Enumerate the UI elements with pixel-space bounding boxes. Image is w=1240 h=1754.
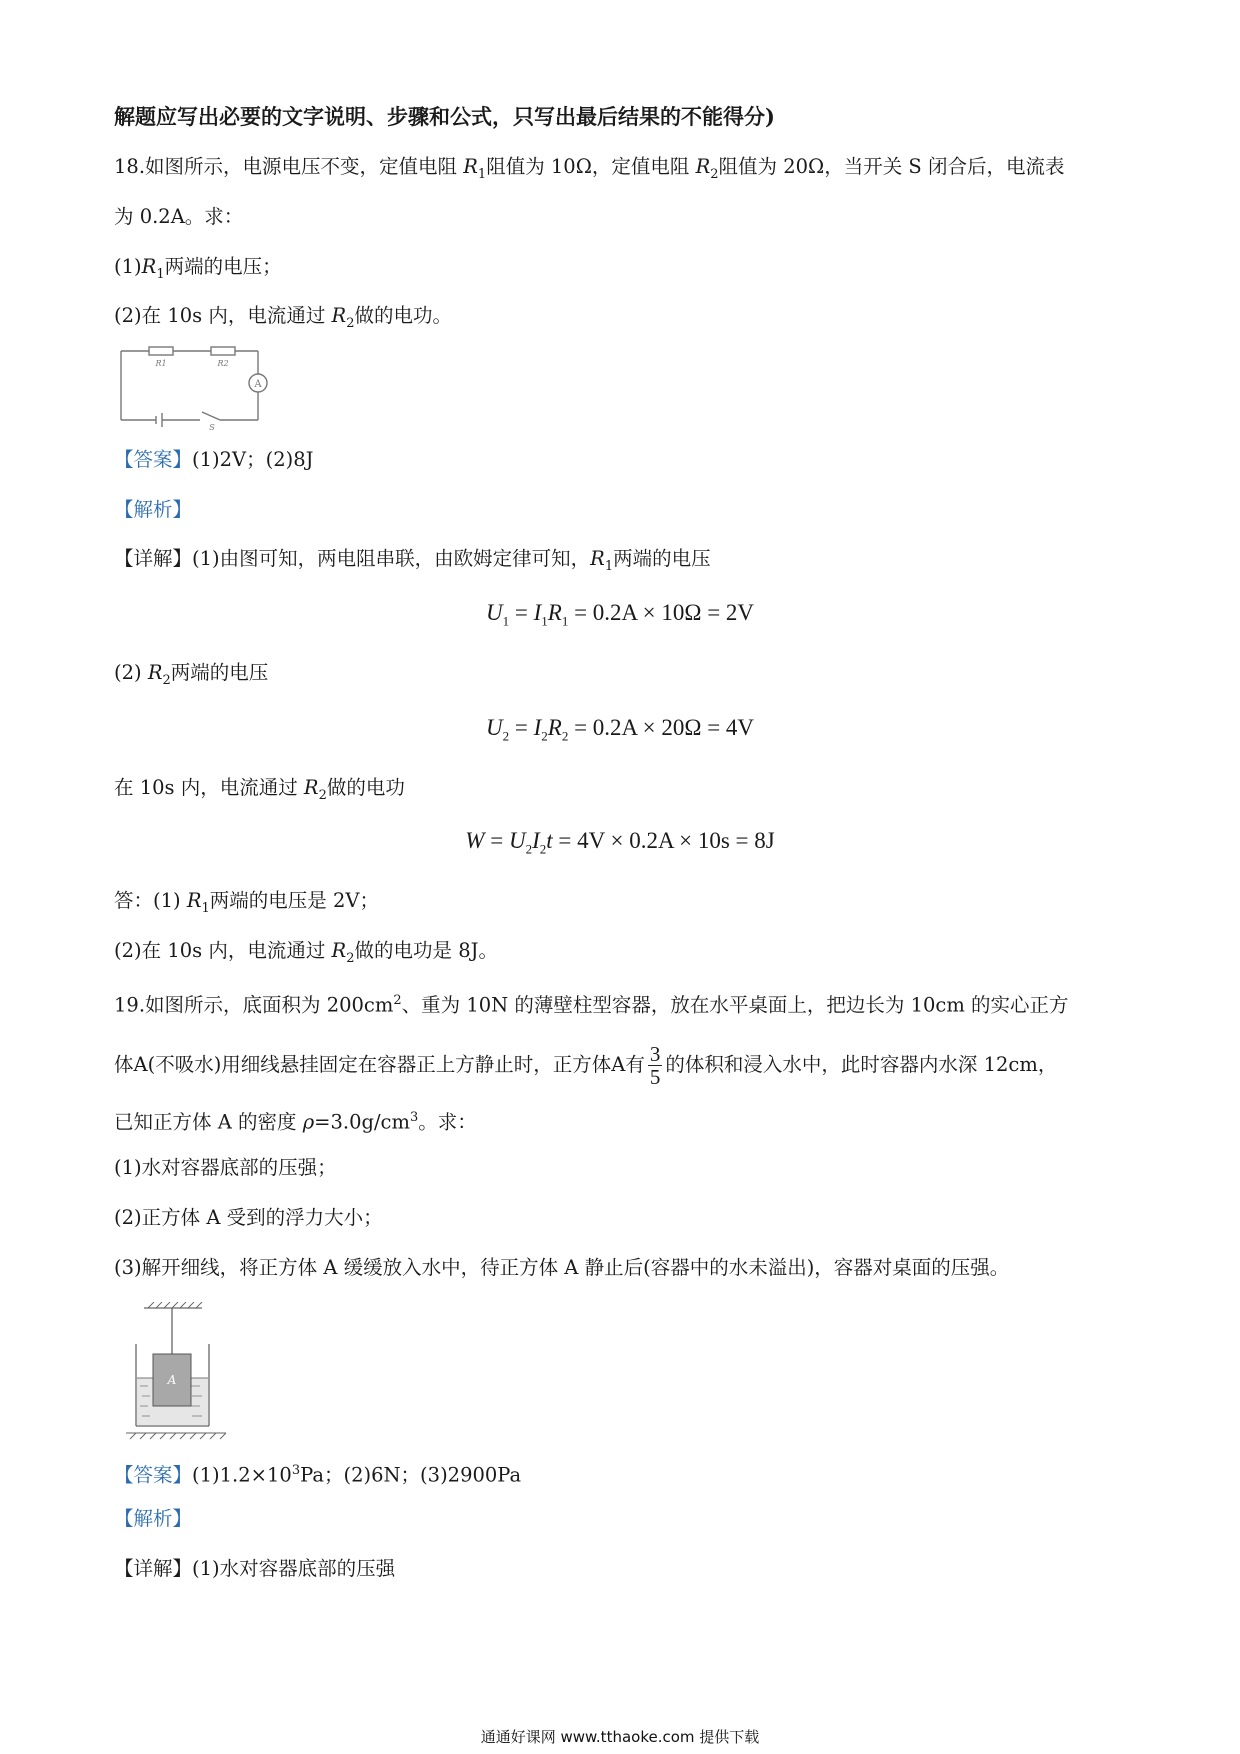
circuit-diagram (116, 344, 276, 430)
q18-equation1: $U_1 = I_1R_1 = 0.2A \times 10\Omega = 2V$ (485, 600, 755, 629)
ammeter-label: A (254, 379, 262, 390)
q19-stem-line2: 体A(不吸水)用细线悬挂固定在容器正上方静止时，正方体A有 $\frac{3}{5}$ 的体积和浸入水中，此时容器内水深 12cm， (114, 1042, 1058, 1089)
q18-conclusion1: 答：(1) $R_1$两端的电压是 2V； (114, 889, 379, 916)
q18-analysis-tag: 【解析】 (114, 498, 193, 521)
q19-stem-line1: 19.如图所示，底面积为 $200cm^2$、重为 10N 的薄壁柱型容器，放在水平桌面上，把边长为 10cm 的实心正方 (114, 993, 1069, 1017)
q18-equation2: $U_2 = I_2R_2 = 0.2A \times 20\Omega = 4V$ (485, 715, 755, 744)
container-figure (126, 1302, 258, 1444)
detail-tag: 【详解】 (114, 547, 193, 570)
q19-sub1: (1)水对容器底部的压强； (114, 1156, 337, 1179)
q18-stem-line1: 18.如图所示，电源电压不变，定值电阻 $R_1$阻值为 10Ω，定值电阻 $R_2$阻值为 20Ω，当开关 S 闭合后，电流表 (114, 155, 1065, 182)
q18-detail1: 【详解】(1)由图可知，两电阻串联，由欧姆定律可知，$R_1$两端的电压 (114, 547, 711, 574)
q19-detail1: 【详解】(1)水对容器底部的压强 (114, 1557, 396, 1580)
q18-stem-c: 阻值为 20Ω，当开关 S 闭合后，电流表 (718, 155, 1065, 178)
q18-sub2: (2)在 10s 内，电流通过 $R_2$做的电功。 (114, 304, 453, 331)
answer-tag: 【答案】 (114, 448, 193, 471)
q18-answer: 【答案】(1)2V；(2)8J (114, 448, 314, 471)
q18-conclusion2: (2)在 10s 内，电流通过 $R_2$做的电功是 8J。 (114, 939, 498, 966)
q19-stem-line3: 已知正方体 A 的密度 $\rho=3.0g/cm^3$。求： (114, 1110, 477, 1134)
q18-stem-a: 18.如图所示，电源电压不变，定值电阻 (114, 155, 464, 178)
q18-detail2: (2) $R_2$两端的电压 (114, 661, 269, 688)
q18-stem-line2: 为 0.2A。求： (114, 205, 244, 228)
q19-sub2: (2)正方体 A 受到的浮力大小； (114, 1206, 383, 1229)
q19-sub3: (3)解开细线，将正方体 A 缓缓放入水中，待正方体 A 静止后(容器中的水未溢出)，容器对桌面的压强。 (114, 1256, 1010, 1279)
q19-analysis-tag: 【解析】 (114, 1507, 193, 1530)
q18-stem-b: 阻值为 10Ω，定值电阻 (486, 155, 696, 178)
switch-label: S (209, 423, 215, 430)
header-note: 解题应写出必要的文字说明、步骤和公式，只写出最后结果的不能得分) (114, 104, 775, 129)
cube-label: A (167, 1373, 177, 1387)
q18-sub1: $(1)R_1$两端的电压； (114, 255, 282, 282)
q19-answer: 【答案】$(1)1.2\times 10^3Pa$；(2)6N；(3)2900Pa (114, 1463, 522, 1487)
footer-watermark: 通通好课网 www.tthaoke.com 提供下载 (480, 1728, 760, 1746)
q18-detail3: 在 10s 内，电流通过 $R_2$做的电功 (114, 776, 405, 803)
fraction-three-fifths: $\frac{3}{5}$ (649, 1042, 661, 1089)
q18-equation3: $W = U_2I_2t = 4V \times 0.2A \times 10s = 8J$ (465, 828, 775, 857)
label-r1: R1 (155, 359, 167, 368)
label-r2: R2 (217, 359, 229, 368)
